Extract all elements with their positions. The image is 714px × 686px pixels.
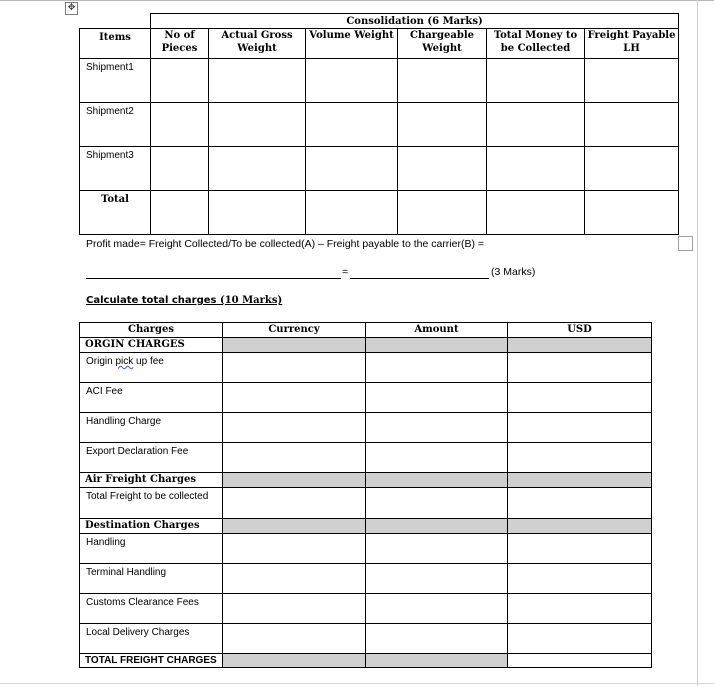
profit-marks: (3 Marks) [491,266,536,278]
consolidation-title: Consolidation (6 Marks) [151,14,679,29]
col-charges: Charges [80,323,223,338]
table-cell [366,519,508,534]
table-cell [508,473,652,488]
table-row [80,413,652,443]
col-usd: USD [508,323,652,338]
table-row [80,59,679,103]
charge-export-declaration: Export Declaration Fee [80,443,223,473]
col-amount: Amount [366,323,508,338]
table-cell[interactable] [508,624,652,654]
charge-handling: Handling Charge [80,413,223,443]
col-volume-weight: Volume Weight [306,29,398,59]
table-cell [223,519,366,534]
origin-charges-heading: ORGIN CHARGES [80,338,223,353]
table-row [80,564,652,594]
table-row [80,624,652,654]
charge-total-freight: Total Freight to be collected [80,488,223,519]
charge-dest-handling: Handling [80,534,223,564]
table-cell[interactable] [223,594,366,624]
table-cell[interactable] [487,59,585,103]
charge-local-delivery: Local Delivery Charges [80,624,223,654]
section-row [80,473,652,488]
section-row [80,338,652,353]
table-cell[interactable] [585,147,679,191]
table-cell[interactable] [366,594,508,624]
table-cell[interactable] [366,353,508,383]
table-cell[interactable] [151,191,209,235]
table-cell[interactable] [306,103,398,147]
table-cell[interactable] [151,59,209,103]
charge-customs-clearance: Customs Clearance Fees [80,594,223,624]
table-cell[interactable] [209,191,306,235]
table-cell[interactable] [398,191,487,235]
table-cell[interactable] [398,147,487,191]
table-cell[interactable] [508,594,652,624]
table-row [80,534,652,564]
table-cell[interactable] [366,624,508,654]
total-row [80,654,652,668]
table-cell[interactable] [223,488,366,519]
table-cell[interactable] [223,383,366,413]
table-cell[interactable] [223,443,366,473]
table-row [80,443,652,473]
table-cell[interactable] [585,191,679,235]
table-row [80,488,652,519]
table-cell[interactable] [487,191,585,235]
table-cell[interactable] [508,383,652,413]
destination-charges-heading: Destination Charges [80,519,223,534]
calculate-heading-marks: (10 Marks) [219,295,283,306]
air-freight-heading: Air Freight Charges [80,473,223,488]
consolidation-table [79,13,679,235]
table-cell[interactable] [366,534,508,564]
charge-terminal-handling: Terminal Handling [80,564,223,594]
table-cell[interactable] [366,413,508,443]
table-cell[interactable] [366,443,508,473]
col-chargeable-weight: Chargeable Weight [398,29,487,59]
table-row [80,191,679,235]
table-cell [366,654,508,668]
table-cell[interactable] [508,353,652,383]
table-cell[interactable] [487,147,585,191]
charge-origin-word: Origin [86,356,113,367]
table-cell [508,519,652,534]
table-cell [508,338,652,353]
table-cell[interactable] [151,147,209,191]
table-cell[interactable] [508,413,652,443]
table-cell[interactable] [223,534,366,564]
table-cell[interactable] [508,443,652,473]
table-cell[interactable] [398,59,487,103]
table-cell[interactable] [223,413,366,443]
table-cell[interactable] [366,488,508,519]
page-edge-bottom [0,683,714,684]
table-cell[interactable] [508,534,652,564]
profit-formula: Profit made= Freight Collected/To be collected(A) – Freight payable to the carrier(B) = [86,238,485,250]
table-row [80,353,652,383]
table-cell[interactable] [487,103,585,147]
section-row [80,519,652,534]
page-edge-right [697,0,698,686]
row-label-shipment1: Shipment1 [80,59,151,103]
col-no-of-pieces: No of Pieces [151,29,209,59]
table-cell[interactable] [398,103,487,147]
table-cell[interactable] [151,103,209,147]
table-cell [223,338,366,353]
row-label-total: Total [80,191,151,235]
table-cell[interactable] [306,191,398,235]
table-cell[interactable] [508,654,652,668]
table-cell[interactable] [223,624,366,654]
col-total-money: Total Money to be Collected [487,29,585,59]
table-cell[interactable] [223,353,366,383]
table-cell[interactable] [366,564,508,594]
table-row [80,383,652,413]
table-cell [366,338,508,353]
row-label-shipment3: Shipment3 [80,147,151,191]
calculate-heading-text: Calculate total charges [86,295,217,306]
charge-origin-pickup [80,353,223,383]
table-resize-handle[interactable] [678,236,693,251]
table-cell[interactable] [209,103,306,147]
table-row [80,103,679,147]
charge-pick-word: pick [115,356,134,367]
total-freight-charges-label: TOTAL FREIGHT CHARGES [80,654,223,668]
charges-table [79,322,652,668]
table-move-handle-icon[interactable]: ✥ [65,2,78,15]
calculate-heading [86,295,282,306]
table-cell[interactable] [306,59,398,103]
table-cell[interactable] [209,147,306,191]
charge-upfee-word: up fee [136,356,164,367]
answer-blank-b[interactable] [350,278,489,279]
table-cell[interactable] [585,59,679,103]
table-cell[interactable] [223,564,366,594]
col-actual-gross-weight: Actual Gross Weight [209,29,306,59]
table-cell[interactable] [508,488,652,519]
table-cell[interactable] [366,383,508,413]
table-cell[interactable] [508,564,652,594]
equals-sign: = [342,266,349,278]
col-items: Items [80,29,151,59]
table-cell[interactable] [209,59,306,103]
table-cell [223,473,366,488]
table-row [80,147,679,191]
table-cell[interactable] [585,103,679,147]
table-row [80,594,652,624]
page-edge-top [0,0,714,1]
col-freight-payable: Freight Payable LH [585,29,679,59]
row-label-shipment2: Shipment2 [80,103,151,147]
charge-aci-fee: ACI Fee [80,383,223,413]
col-currency: Currency [223,323,366,338]
table-cell [366,473,508,488]
table-cell [223,654,366,668]
table-cell[interactable] [306,147,398,191]
answer-blank-a[interactable] [86,278,341,279]
